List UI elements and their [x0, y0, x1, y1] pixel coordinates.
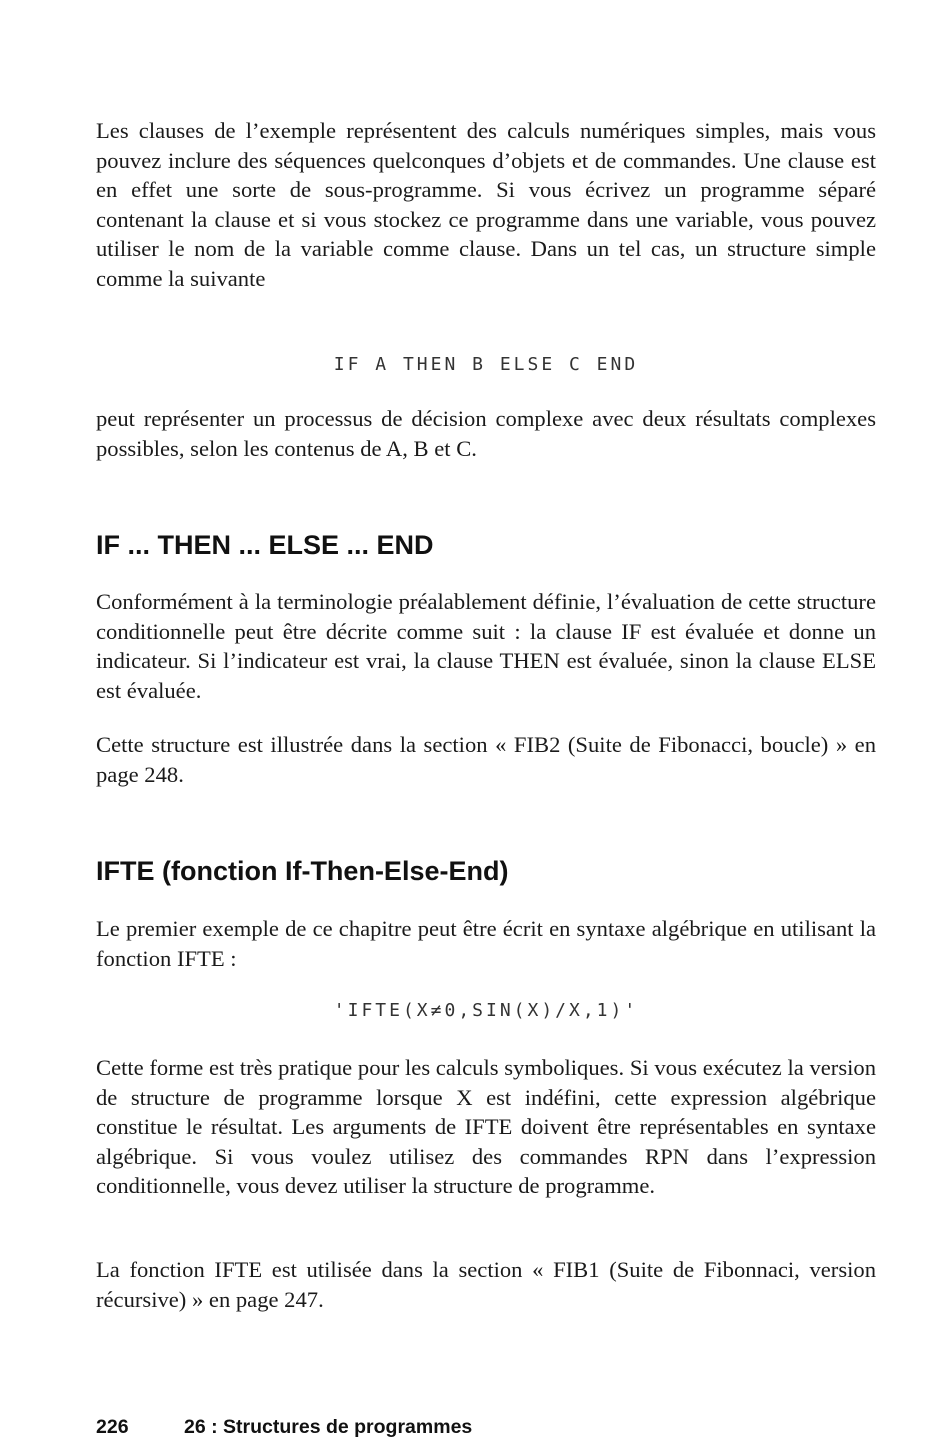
code-example-ifte: 'IFTE(X≠0,SIN(X)/X,1)': [333, 1000, 639, 1021]
chapter-title: 26 : Structures de programmes: [184, 1416, 473, 1438]
page-number: 226: [96, 1416, 129, 1438]
intro-after-code-paragraph: peut représenter un processus de décision complexe avec deux résultats complexes possibles, selon les contenus de A, B et C.: [96, 406, 876, 461]
page-footer: [96, 1416, 472, 1439]
ifte-section-paragraph-3: La fonction IFTE est utilisée dans la section « FIB1 (Suite de Fibonnaci, version récursive) » en page 247.: [96, 1257, 876, 1312]
ifte-section-paragraph-1: Le premier exemple de ce chapitre peut être écrit en syntaxe algébrique en utilisant la fonction IFTE :: [96, 916, 876, 971]
if-section-paragraph-1: Conformément à la terminologie préalablement définie, l’évaluation de cette structure conditionnelle peut être décrite comme suit : la clause IF est évaluée et donne un indicateur. Si l’indicateur est vrai, la clause THEN est évaluée, sinon la clause ELSE est évaluée.: [96, 589, 876, 703]
if-section-paragraph-2: Cette structure est illustrée dans la section « FIB2 (Suite de Fibonacci, boucle) » en page 248.: [96, 732, 876, 787]
intro-paragraph: Les clauses de l’exemple représentent des calculs numériques simples, mais vous pouvez inclure des séquences quelconques d’objets et de commandes. Une clause est en effet une sorte de sous-programme. Si vous écrivez un programme séparé contenant la clause et si vous stockez ce programme dans une variable, vous pouvez utiliser le nom de la variable comme clause. Dans un tel cas, un structure simple comme la suivante: [96, 118, 876, 291]
ifte-section-paragraph-2: Cette forme est très pratique pour les calculs symboliques. Si vous exécutez la version de structure de programme lorsque X est indéfini, cette expression algébrique constitue le résultat. Les arguments de IFTE doivent être représentables en syntaxe algébrique. Si vous voulez utilisez des commandes RPN dans l’expression conditionnelle, vous devez utiliser la structure de programme.: [96, 1055, 876, 1199]
section-heading-if-then-else-end: IF ... THEN ... ELSE ... END: [96, 530, 434, 560]
section-heading-ifte: IFTE (fonction If-Then-Else-End): [96, 856, 509, 886]
document-page: [96, 0, 876, 1456]
code-example-if-then-else: IF A THEN B ELSE C END: [333, 354, 639, 375]
